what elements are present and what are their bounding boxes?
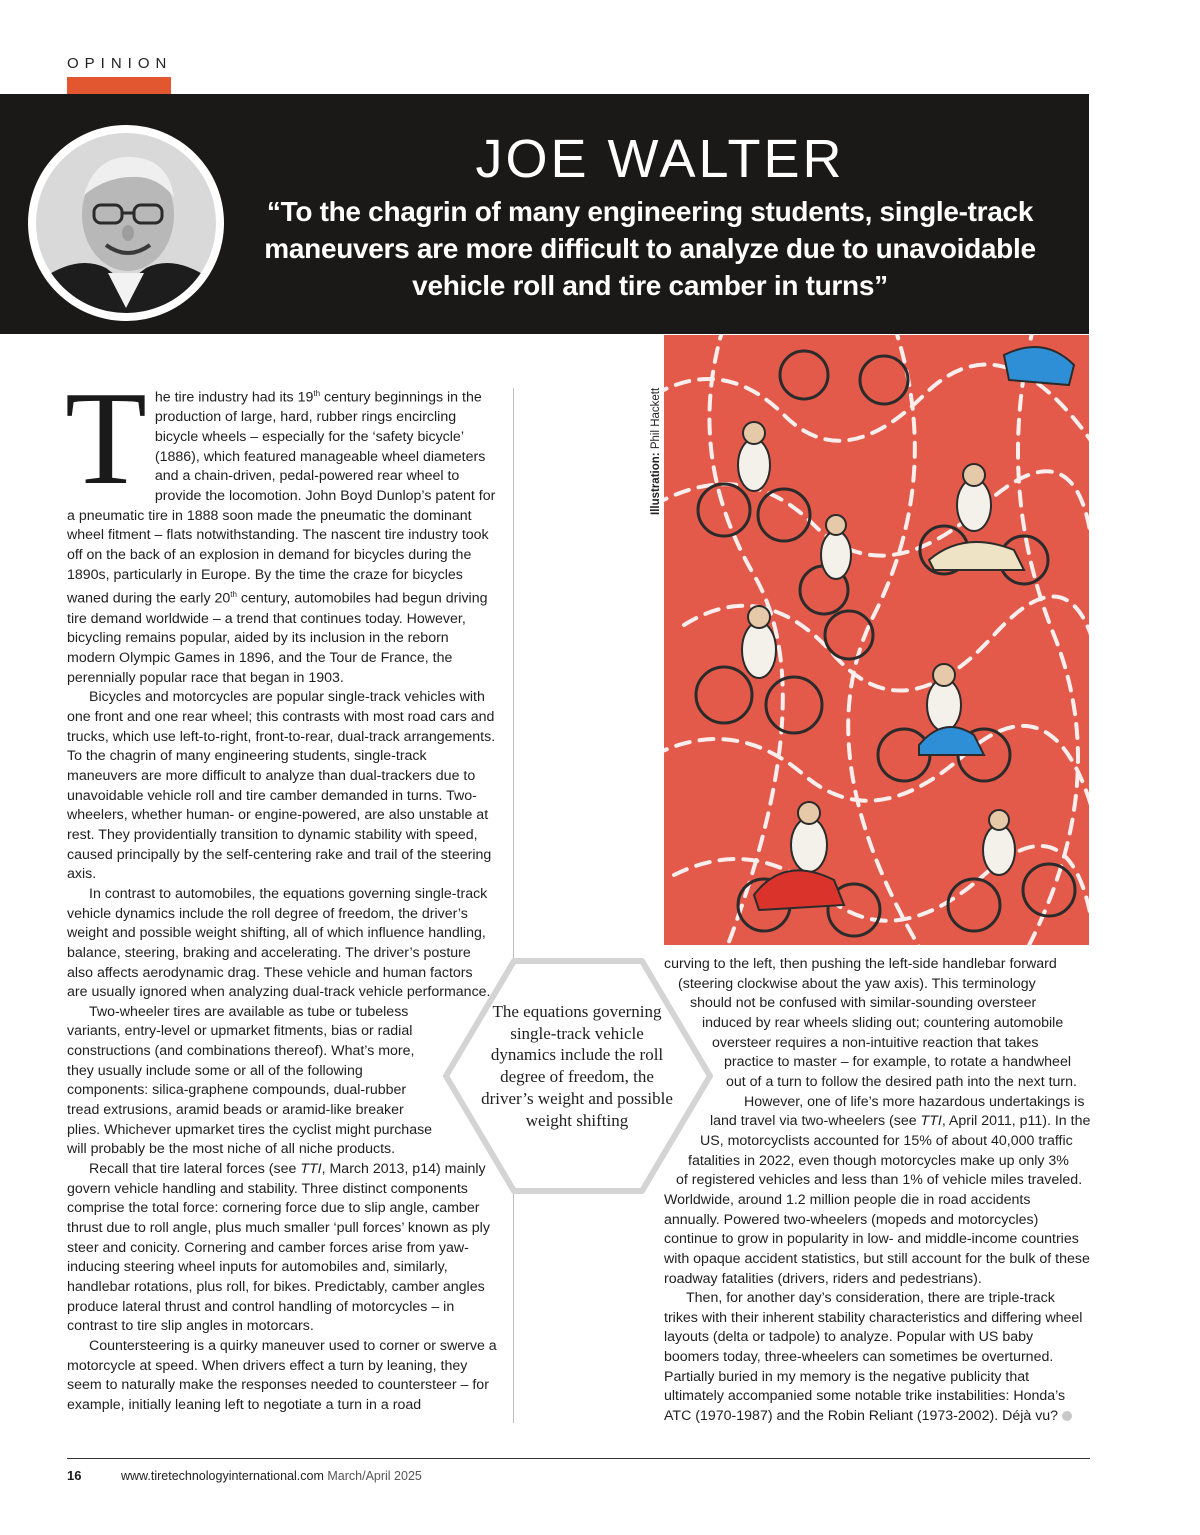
text-line: should not be confused with similar-sounding oversteer [690, 995, 1037, 1012]
author-name: JOE WALTER [475, 129, 845, 189]
end-mark-icon [1062, 1411, 1072, 1421]
author-portrait-icon [36, 133, 216, 313]
text-run: land travel via two-wheelers (see [710, 1113, 921, 1130]
section-accent-bar [67, 77, 171, 94]
article-paragraph-1 [65, 364, 497, 688]
text-line [664, 1112, 1090, 1132]
text-run: Recall that tire lateral forces (see [89, 1161, 301, 1178]
article-paragraph-3: In contrast to automobiles, the equations governing single-track vehicle dynamics include the roll degree of freedom, the driver’s weight and possible weight shifting, all of which influence handling, balance, steering, braking and accelerating. The driver’s posture also affects aerodynamic drag. These vehicle and human factors are usually ignored when analyzing dual-track vehicle performance. [67, 885, 491, 1001]
article-paragraph-2: Bicycles and motorcycles are popular single-track vehicles with one front and one rear wheel; this contrasts with most road cars and trucks, which use left-to-right, front-to-rear, dual-track arrangements. To the chagrin of many engineering students, single-track maneuvers are more difficult to analyze than dual-trackers due to unavoidable vehicle roll and tire camber demanded in turns. Two-wheelers, whether human- or engine-powered, are also unstable at rest. They providentially transition to dynamic stability with speed, caused principally by the self-centering rake and trail of the steering axis. [67, 689, 496, 883]
article-paragraph-4: Two-wheeler tires are available as tube or tubeless variants, entry-level or upmarket fitments, bias or radial constructions (and combinations thereof). What’s more, they usually include some or all of the following components: silica-graphene compounds, dual-rubber tread extrusions, aramid beads or aramid-like breaker plies. Whichever upmarket tires the cyclist might purchase will probably be the most niche of all niche products. [67, 1003, 433, 1158]
credit-label: Illustration: [650, 452, 662, 515]
text-line: of registered vehicles and less than 1% of vehicle miles traveled. [676, 1172, 1083, 1189]
text-run: , March 2013, p14) mainly govern vehicle handling and stability. Three distinct components comprise the total force: cornering force due to slip angle, camber thrust due to roll angle, plus much smaller ‘pull forces’ known as ply steer and conicity. Cornering and camber forces arise from yaw-inducing steering wheel inputs for automobiles and, similarly, handlebar rotations, plus roll, for bikes. Predictably, camber angles produce lateral thrust and control handling of motorcycles – in contrast to tire slip angles in motorcars. [67, 1161, 490, 1335]
credit-name: Phil Hackett [650, 387, 662, 450]
superscript: th [230, 590, 237, 600]
illustration-credit [650, 385, 664, 515]
text-run: , April 2011, p11). In the [941, 1113, 1091, 1130]
page-number: 16 [67, 1468, 82, 1483]
article-left-column [65, 364, 497, 1416]
text-line: US, motorcyclists accounted for 15% of about 40,000 traffic [700, 1132, 1073, 1149]
text-line: However, one of life’s more hazardous undertakings is [744, 1093, 1085, 1110]
section-label: OPINION [67, 55, 173, 72]
website-link[interactable]: www.tiretechnologyinternational.com [121, 1469, 324, 1483]
issue-date: March/April 2025 [327, 1469, 422, 1483]
drop-cap: T [65, 364, 147, 512]
text-run: he tire industry had its 19 [154, 389, 314, 406]
text-run: Then, for another day’s consideration, there are triple-track trikes with their inherent stability characteristics and differing wheel layouts (delta or tadpole) to analyze. Popular with US baby boomers today, three-wheelers can sometimes be overturned. Partially buried in my memory is the negative publicity that ultimately accompanied some notable trike instabilities: Honda’s ATC (1970-1987) and the Robin Reliant (1973-2002). Déjà vu? [664, 1290, 1083, 1425]
article-paragraph-5 [67, 1160, 497, 1337]
article-paragraph-r2 [664, 1289, 1090, 1427]
cyclists-illustration-icon [664, 335, 1089, 945]
pull-quote: “To the chagrin of many engineering students, single-track maneuvers are more difficult to analyze due to unavoidable vehicle roll and tire camber in turns” [264, 196, 1036, 301]
superscript: th [313, 389, 321, 398]
footer-info [121, 1469, 422, 1483]
text-line: induced by rear wheels sliding out; countering automobile [702, 1014, 1064, 1031]
text-run: century, automobiles had begun driving tire demand worldwide – a trend that continues today. However, bicycling remains popular, aided by its inclusion in the reborn modern Olympic Games in 1896, and the Tour de France, the perennially popular race that began in 1903. [67, 591, 488, 686]
text-run: century beginnings in the production of large, hard, rubber rings encircling bicycle wheels – especially for the ‘safety bicycle’ (1886), which featured manageable wheel diameters and a chain-driven, pedal-powered rear wheel to provide the locomotion. John Boyd Dunlop’s patent for a pneumatic tire in 1888 soon made the pneumatic the dominant wheel fitment – flats notwithstanding. The nascent tire industry took off on the back of an explosion in demand for bicycles during the 1890s, particularly in Europe. By the time the craze for bicycles waned during the early 20 [67, 389, 496, 608]
text-line: oversteer requires a non-intuitive reaction that takes [712, 1034, 1039, 1051]
hexagon-pull-quote: The equations governing single-track vehicle dynamics include the roll degree of freedom, the driver’s weight and possible weight shifting [481, 1002, 673, 1130]
article-illustration [664, 335, 1089, 945]
text-line: practice to master – for example, to rotate a handwheel [724, 1054, 1071, 1071]
text-line: fatalities in 2022, even though motorcycles make up only 3% [688, 1152, 1069, 1169]
article-paragraph-6: Countersteering is a quirky maneuver used to corner or swerve a motorcycle at speed. When drivers effect a turn by leaning, they seem to naturally make the responses needed to countersteer – for example, initially leaning left to negotiate a turn in a road [67, 1337, 497, 1413]
text-line: (steering clockwise about the yaw axis). This terminology [678, 975, 1036, 992]
article-right-column [664, 955, 1090, 1427]
text-line: curving to the left, then pushing the left-side handlebar forward [664, 956, 1057, 972]
publication-ref: TTI [300, 1161, 322, 1178]
column-divider [513, 388, 514, 1423]
publication-ref: TTI [920, 1113, 942, 1130]
article-paragraph-r1: Worldwide, around 1.2 million people die in road accidents annually. Powered two-wheelers (mopeds and motorcycles) continue to grow in popularity in low- and middle-income countries with opaque accident statistics, but still account for the bulk of these roadway fatalities (drivers, riders and pedestrians). [664, 1191, 1090, 1287]
footer-rule [67, 1458, 1090, 1459]
author-photo [28, 125, 224, 321]
text-line: out of a turn to follow the desired path into the next turn. [726, 1073, 1077, 1090]
